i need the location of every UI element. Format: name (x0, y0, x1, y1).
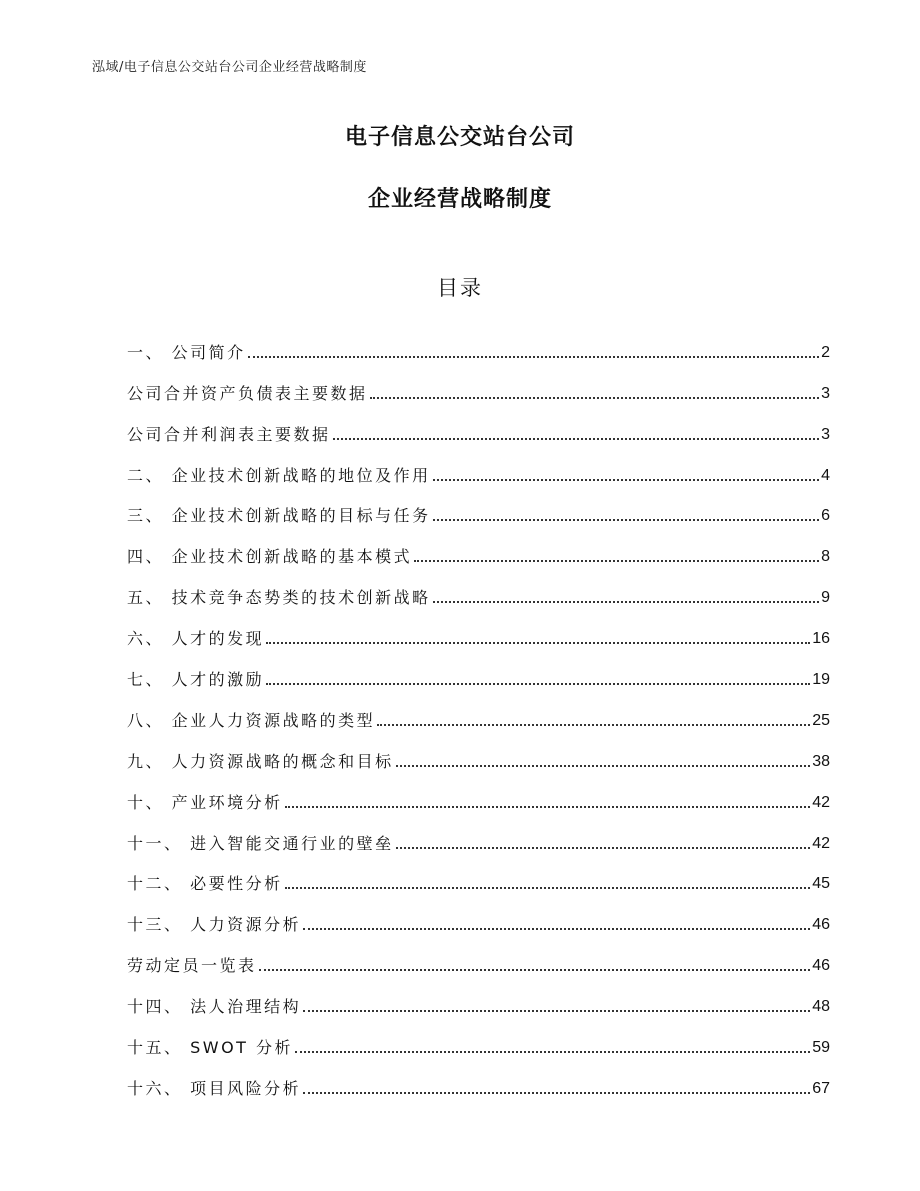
toc-entry[interactable] (127, 526, 830, 567)
toc-dot-leader (333, 438, 820, 440)
toc-entry-page-number: 6 (821, 507, 830, 525)
toc-entry[interactable] (127, 363, 830, 404)
toc-entry[interactable] (127, 935, 830, 976)
toc-entry[interactable] (127, 567, 830, 608)
toc-entry[interactable] (127, 854, 830, 895)
toc-entry-label: 十、 产业环境分析 (127, 792, 283, 812)
toc-entry[interactable] (127, 322, 830, 363)
toc-entry[interactable] (127, 976, 830, 1017)
toc-entry-page-number: 67 (812, 1079, 830, 1097)
toc-entry[interactable] (127, 649, 830, 690)
toc-dot-leader (303, 1010, 810, 1012)
toc-dot-leader (396, 765, 811, 767)
toc-entry-label: 十四、 法人治理结构 (127, 997, 302, 1017)
toc-dot-leader (303, 928, 810, 930)
document-title: 电子信息公交站台公司 (344, 125, 575, 150)
toc-entry-label: 十二、 必要性分析 (127, 874, 283, 894)
toc-dot-leader (259, 969, 811, 971)
toc-entry-page-number: 4 (821, 466, 830, 484)
toc-entry-label: 公司合并资产负债表主要数据 (127, 383, 368, 403)
toc-entry[interactable] (127, 1017, 830, 1058)
toc-entry[interactable] (127, 608, 830, 649)
toc-dot-leader (433, 479, 820, 481)
toc-entry-page-number: 45 (812, 875, 830, 893)
toc-entry-label: 公司合并利润表主要数据 (127, 424, 331, 444)
toc-entry-label: 十六、 项目风险分析 (127, 1078, 302, 1098)
toc-entry[interactable] (127, 404, 830, 445)
toc-entry-label: 十一、 进入智能交通行业的壁垒 (127, 833, 394, 853)
toc-entry-page-number: 16 (812, 630, 830, 648)
toc-dot-leader (295, 1051, 810, 1053)
toc-entry-page-number: 48 (812, 998, 830, 1016)
toc-dot-leader (285, 806, 811, 808)
toc-entry-label: 二、 企业技术创新战略的地位及作用 (127, 465, 431, 485)
table-of-contents (127, 322, 830, 1099)
toc-entry[interactable] (127, 690, 830, 731)
toc-entry-page-number: 19 (812, 671, 830, 689)
toc-entry-page-number: 25 (812, 711, 830, 729)
toc-heading: 目录 (437, 276, 483, 300)
toc-entry[interactable] (127, 731, 830, 772)
toc-entry-page-number: 3 (821, 384, 830, 402)
toc-entry[interactable] (127, 772, 830, 813)
toc-entry-page-number: 38 (812, 752, 830, 770)
toc-dot-leader (370, 397, 820, 399)
toc-entry-label: 十三、 人力资源分析 (127, 915, 302, 935)
toc-entry-label: 四、 企业技术创新战略的基本模式 (127, 547, 413, 567)
toc-dot-leader (266, 683, 810, 685)
toc-entry-label: 一、 公司简介 (127, 342, 246, 362)
toc-dot-leader (303, 1092, 810, 1094)
toc-entry[interactable] (127, 445, 830, 486)
toc-entry-page-number: 42 (812, 834, 830, 852)
toc-entry-page-number: 42 (812, 793, 830, 811)
toc-dot-leader (266, 642, 810, 644)
toc-dot-leader (377, 724, 810, 726)
toc-entry-label: 七、 人才的激励 (127, 670, 265, 690)
toc-entry-page-number: 2 (821, 343, 830, 361)
toc-entry[interactable] (127, 813, 830, 854)
toc-entry-label: 三、 企业技术创新战略的目标与任务 (127, 506, 431, 526)
toc-dot-leader (285, 887, 811, 889)
toc-dot-leader (433, 601, 820, 603)
toc-entry-page-number: 46 (812, 957, 830, 975)
toc-entry-label: 六、 人才的发现 (127, 629, 265, 649)
toc-entry-label: 劳动定员一览表 (127, 956, 257, 976)
toc-entry-label: 八、 企业人力资源战略的类型 (127, 710, 376, 730)
toc-dot-leader (414, 560, 819, 562)
toc-entry[interactable] (127, 486, 830, 527)
toc-entry-page-number: 59 (812, 1039, 830, 1057)
toc-entry[interactable] (127, 1058, 830, 1099)
toc-dot-leader (248, 356, 820, 358)
toc-entry-label: 五、 技术竞争态势类的技术创新战略 (127, 588, 431, 608)
toc-entry-page-number: 3 (821, 425, 830, 443)
toc-entry[interactable] (127, 894, 830, 935)
toc-entry-label: 九、 人力资源战略的概念和目标 (127, 751, 394, 771)
document-subtitle: 企业经营战略制度 (367, 187, 552, 212)
toc-entry-page-number: 46 (812, 916, 830, 934)
toc-entry-page-number: 8 (821, 548, 830, 566)
toc-entry-page-number: 9 (821, 589, 830, 607)
toc-dot-leader (433, 519, 820, 521)
toc-dot-leader (396, 847, 811, 849)
toc-entry-label: 十五、 SWOT 分析 (127, 1038, 294, 1058)
running-header: 泓域/电子信息公交站台公司企业经营战略制度 (92, 60, 367, 75)
